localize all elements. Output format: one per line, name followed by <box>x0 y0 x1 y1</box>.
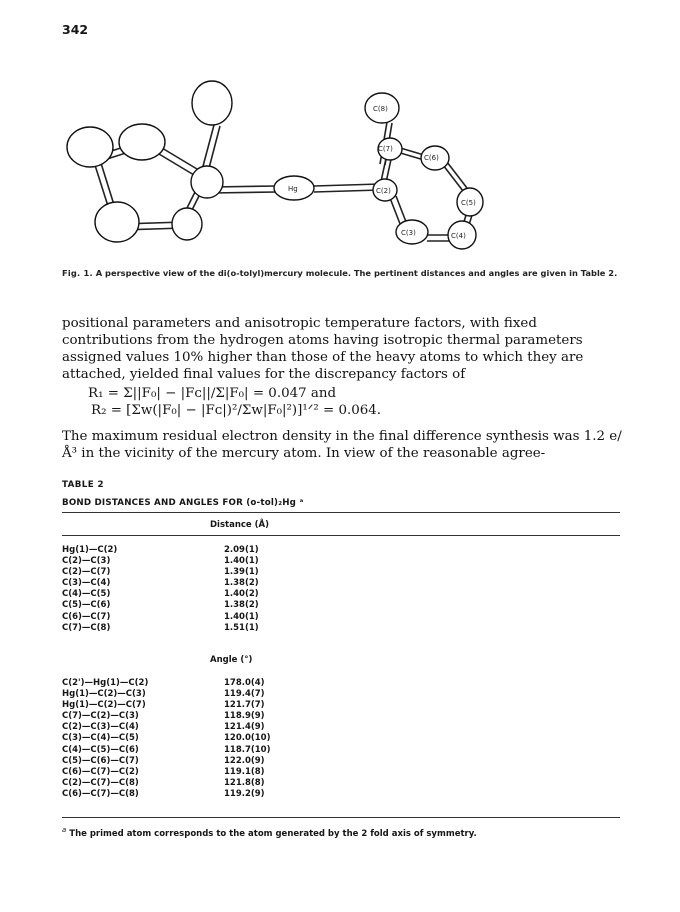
atom-label-hg: Hg <box>288 185 298 193</box>
table-row <box>62 623 362 634</box>
atom-label-c3: C(3) <box>401 229 416 237</box>
table-footnote <box>62 826 477 839</box>
angle-label: C(6)—C(7)—C(2) <box>62 766 139 777</box>
bond-value: 1.40(2) <box>224 589 259 600</box>
footnote-marker: a <box>62 826 67 834</box>
angle-label: Hg(1)—C(2)—C(7) <box>62 700 146 711</box>
bond-label: C(5)—C(6) <box>62 600 111 611</box>
atom-label-c5: C(5) <box>461 199 476 207</box>
atom-ellipse-methyl-left <box>192 81 232 125</box>
bond-value: 1.38(2) <box>224 578 259 589</box>
table-rule-header <box>62 535 620 536</box>
table-row <box>62 778 362 789</box>
table-row <box>62 789 362 800</box>
angle-label: Hg(1)—C(2)—C(3) <box>62 689 146 700</box>
body-paragraph-1: positional parameters and anisotropic temperature factors, with fixed contributions from the hydrogen atoms having isotropic thermal parameters assigned values 10% higher than those of the heavy atoms to which they are attached, yielded final values for the discrepancy factors of <box>62 316 584 383</box>
footnote-text: The primed atom corresponds to the atom generated by the 2 fold axis of symmetry. <box>69 828 477 839</box>
bond-value: 1.51(1) <box>224 622 259 633</box>
angle-value: 120.0(10) <box>224 733 271 744</box>
angle-value: 119.4(7) <box>224 689 265 700</box>
discrepancy-equations <box>88 385 381 419</box>
table-rule-bottom <box>62 817 620 818</box>
figure-caption-label: Fig. 1. <box>62 268 93 278</box>
table-row <box>62 567 362 578</box>
molecule-diagram <box>62 62 622 272</box>
table-rule-top <box>62 512 620 513</box>
bond-value: 2.09(1) <box>224 545 259 555</box>
angle-label: C(7)—C(2)—C(3) <box>62 711 139 722</box>
figure-caption-text: A perspective view of the di(o-tolyl)mercury molecule. The pertinent distances and angles are given in Table 2. <box>95 268 618 278</box>
angle-value: 119.2(9) <box>224 788 265 799</box>
angle-label: C(2')—Hg(1)—C(2) <box>62 678 149 688</box>
bond-label: C(2)—C(3) <box>62 556 111 567</box>
angle-value: 121.8(8) <box>224 777 265 788</box>
molecule-figure <box>62 62 622 272</box>
table-number: TABLE 2 <box>62 480 104 490</box>
table-title: BOND DISTANCES AND ANGLES FOR (o-tol)₂Hg ᵃ <box>62 498 304 508</box>
body-paragraph-2: The maximum residual electron density in the final difference synthesis was 1.2 e/Å³ in the vicinity of the mercury atom. In view of the reasonable agree- <box>62 429 622 462</box>
angle-label: C(3)—C(4)—C(5) <box>62 733 139 744</box>
bond-value: 1.40(1) <box>224 556 259 567</box>
equation-r1: R₁ = Σ||F₀| − |Fᴄ||/Σ|F₀| = 0.047 and <box>88 386 337 401</box>
table-row <box>62 589 362 600</box>
bond-value: 1.38(2) <box>224 600 259 611</box>
angle-label: C(2)—C(3)—C(4) <box>62 722 139 733</box>
atom-label-c7: C(7) <box>378 145 393 153</box>
angle-label: C(5)—C(6)—C(7) <box>62 755 139 766</box>
atom-label-c4: C(4) <box>451 232 466 240</box>
bond-label: C(7)—C(8) <box>62 622 111 633</box>
angle-value: 118.9(9) <box>224 711 265 722</box>
bond-label: C(3)—C(4) <box>62 578 111 589</box>
atom-label-c2: C(2) <box>376 187 391 195</box>
bond-label: C(4)—C(5) <box>62 589 111 600</box>
angle-label: C(6)—C(7)—C(8) <box>62 788 139 799</box>
table-row <box>62 678 362 689</box>
atom-label-c8: C(8) <box>373 105 388 113</box>
table-row <box>62 711 362 722</box>
table-row <box>62 545 362 556</box>
table-row <box>62 556 362 567</box>
angle-value: 121.7(7) <box>224 700 265 711</box>
atom-label-c6: C(6) <box>424 154 439 162</box>
bond-label: C(2)—C(7) <box>62 567 111 578</box>
page-number: 342 <box>62 22 89 37</box>
bond-value: 1.40(1) <box>224 611 259 622</box>
table-row <box>62 612 362 623</box>
angle-value: 118.7(10) <box>224 744 271 755</box>
angle-value: 178.0(4) <box>224 678 265 688</box>
angle-value: 119.1(8) <box>224 766 265 777</box>
table-row <box>62 700 362 711</box>
bond-label: Hg(1)—C(2) <box>62 545 118 555</box>
figure-caption <box>62 268 622 279</box>
angle-rows <box>62 678 362 800</box>
angle-label: C(2)—C(7)—C(8) <box>62 777 139 788</box>
bond-label: C(6)—C(7) <box>62 611 111 622</box>
angle-value: 121.4(9) <box>224 722 265 733</box>
table-row <box>62 733 362 744</box>
table-row <box>62 578 362 589</box>
table-row <box>62 722 362 733</box>
table-row <box>62 600 362 611</box>
angle-column-header: Angle (°) <box>210 655 253 665</box>
equation-r2: R₂ = [Σw(|F₀| − |Fᴄ|)²/Σw|F₀|²)]¹ᐟ² = 0.064. <box>91 403 382 419</box>
table-row <box>62 745 362 756</box>
distance-rows <box>62 545 362 634</box>
bond-value: 1.39(1) <box>224 567 259 578</box>
angle-value: 122.0(9) <box>224 755 265 766</box>
distance-column-header: Distance (Å) <box>210 520 269 530</box>
table-row <box>62 767 362 778</box>
table-row <box>62 756 362 767</box>
angle-label: C(4)—C(5)—C(6) <box>62 744 139 755</box>
table-row <box>62 689 362 700</box>
